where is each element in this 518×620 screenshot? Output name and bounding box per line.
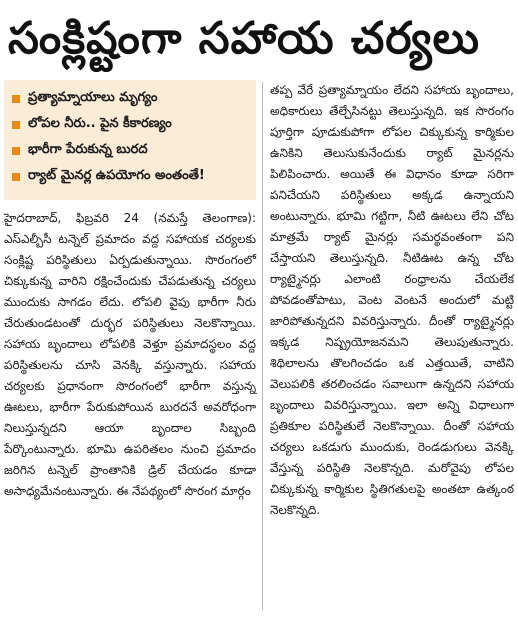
article-body-right: తప్ప వేరే ప్రత్యామ్నాయం లేదని సహాయ బృందాలు, అధికారులు తేల్చేసినట్టు తెలుస్తున్నది. ఇక సొరంగం పూర్తిగా పూడుకుపోగా లోపల చిక్కుకున్న కార్మికుల ఉనికిని తెలుసుకునేందుకు ర్యాట్ మైనర్లను పిలిపించారు. అయితే ఈ విధానం కూడా సరిగా పనిచేయని పరిస్థితులు అక్కడ ఉన్నాయని అంటున్నారు. భూమి గట్టిగా, నీటి ఊటలు లేని చోట మాత్రమే ర్యాట్ మైనర్లు సమర్థవంతంగా పని చేస్తాయని తెలుస్తున్నది. నీటిఊట ఉన్న చోట ర్యాట్మైనర్లు ఎలాంటి రంధ్రాలను చేయలేక పోవడంతోపాటు, వెంట వెంటనే అందులో మట్టి జారిపోతున్నదని వివరిస్తున్నారు. దీంతో ర్యాట్మైనర్లు ఇక్కడ నిష్ప్రయోజనమని తెలుపుతున్నారు. శిథిలాలను తొలగించడం ఒక ఎత్తయితే, వాటిని వెలుపలికి తరలించడం సవాలుగా ఉన్నదని సహాయ బృందాలు వివరిస్తున్నాయి. ఇలా అన్ని విధాలుగా ప్రతికూల పరిస్థితులే నెలకొన్నాయి. దీంతో సహాయ చర్యలు ఒకడుగు ముందుకు, రెండడుగులు వెనక్కి వేస్తున్న పరిస్థితి నెలకొన్నది. మరోవైపు లోపల చిక్కుకున్న కార్మికుల స్థితిగతులపై అంతటా ఉత్కంఠ నెలకొన్నది.	[270, 83, 514, 517]
column-divider	[262, 82, 263, 610]
highlight-item	[8, 112, 252, 138]
highlights-box	[4, 80, 256, 200]
highlight-text: భారీగా పేరుకున్న బురద	[28, 142, 148, 157]
highlight-text: ర్యాట్ మైనర్ల ఉపయోగం అంతంతే!	[28, 168, 205, 183]
highlight-item	[8, 138, 252, 164]
highlight-text: ప్రత్యామ్నాయాలు మృగ్యం	[28, 90, 158, 105]
highlight-item	[8, 164, 252, 190]
square-bullet-icon	[12, 173, 20, 181]
article-body-left: హైదరాబాద్, ఫిబ్రవరి 24 (నమస్తే తెలంగాణ): ఎస్ఎల్బీసీ టన్నెల్ ప్రమాదం వద్ద సహాయక చర్యలకు సంక్లిష్ట పరిస్థితులు ఏర్పడుతున్నాయి. సొరంగంలో చిక్కుకున్న వారిని రక్షించేందుకు చేపడుతున్న చర్యలు ముందుకు సాగడం లేదు. లోపలి వైపు భారీగా నీరు చేరుతుండటంతో దుర్భర పరిస్థితులు నెలకొన్నాయి. సహాయ బృందాలు లోపలికి వెళ్తూ ప్రమాదస్థలం వద్ద పరిస్థితులను చూసి వెనక్కి వస్తున్నారు. సహాయ చర్యలకు ప్రధానంగా సొరంగంలో భారీగా వస్తున్న ఊటలు, భారీగా పేరుకుపోయిన బురదనే అవరోధంగా నిలుస్తున్నదని ఆయా బృందాల సిబ్బంది పేర్కొంటున్నారు. భూమి ఉపరితలం నుంచి ప్రమాదం జరిగిన టన్నెల్ ప్రాంతానికి డ్రిల్ చేయడం కూడా అసాధ్యమేనంటున్నారు. ఈ నేపథ్యంలో సొరంగ మార్గం	[4, 211, 256, 498]
highlight-text: లోపల నీరు.. పైన కీకారణ్యం	[28, 116, 172, 131]
left-column	[4, 80, 256, 502]
headline: సంక్లిష్టంగా సహాయ చర్యలు	[8, 13, 481, 64]
square-bullet-icon	[12, 121, 20, 129]
highlight-item	[8, 86, 252, 112]
square-bullet-icon	[12, 147, 20, 155]
square-bullet-icon	[12, 95, 20, 103]
